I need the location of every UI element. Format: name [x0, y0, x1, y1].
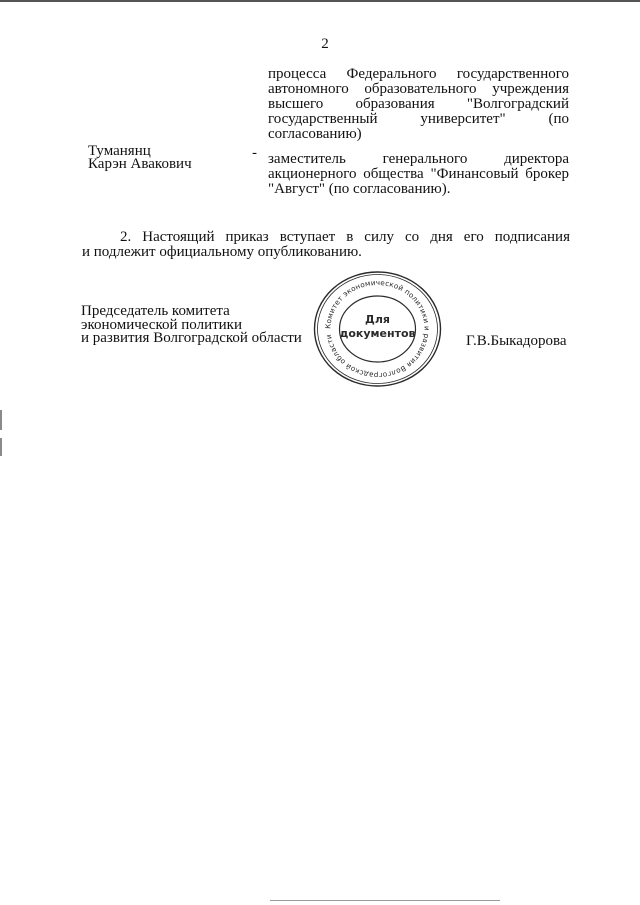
member-name: [88, 145, 192, 171]
page-top-border: [0, 0, 640, 2]
official-stamp: [312, 270, 443, 388]
scan-mark: [0, 438, 2, 456]
position-line: Председатель комитета: [81, 303, 230, 319]
member-surname: Туманянц: [88, 143, 151, 159]
position-line: экономической политики: [81, 316, 243, 333]
description-line: согласованию): [268, 126, 362, 142]
description-line: акционерного общества "Финансовый брокер: [268, 166, 569, 182]
clause-paragraph: [82, 230, 570, 260]
scan-bottom-line: [270, 900, 500, 901]
description-line: государственный университет" (по: [268, 111, 569, 127]
clause-line: и подлежит официальному опубликованию.: [82, 244, 362, 260]
signatory-position: [81, 305, 302, 346]
stamp-center-line2: документов: [339, 327, 416, 340]
page-number: 2: [321, 36, 329, 52]
scan-mark: [0, 410, 2, 430]
clause-line: 2. Настоящий приказ вступает в силу со дня его подписания: [120, 229, 570, 245]
stamp-center-line1: Для: [365, 313, 390, 326]
description-line: автономного образовательного учреждения: [268, 81, 569, 97]
description-line: заместитель генерального директора: [268, 151, 569, 167]
description-line: высшего образования "Волгоградский: [268, 96, 569, 112]
signatory-name: Г.В.Быкадорова: [466, 333, 567, 349]
stamp-ring-textpath: Комитет экономической политики и развития Волгоградской области: [323, 277, 432, 381]
description-line: "Август" (по согласованию).: [268, 181, 451, 197]
member-dash: -: [252, 145, 257, 161]
description-line: процесса Федерального государственного: [268, 66, 569, 82]
member-given-names: Карэн Авакович: [88, 156, 192, 172]
position-line: и развития Волгоградской области: [81, 330, 302, 346]
member-description-previous: [268, 67, 569, 142]
member-description: [268, 152, 569, 197]
